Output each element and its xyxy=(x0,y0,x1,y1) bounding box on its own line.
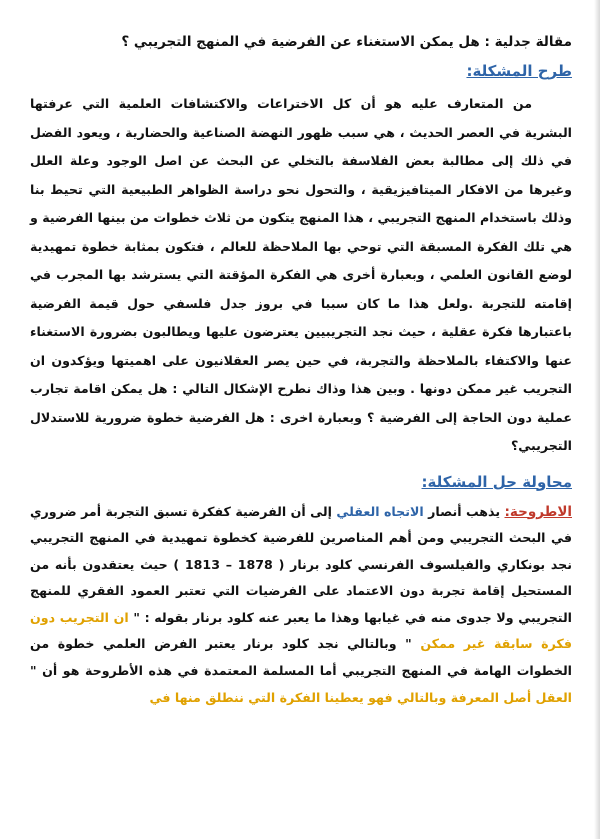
bernard-quote: ان التجريب دون فكرة سابقة غير ممكن xyxy=(30,609,572,652)
thesis-text-1: يذهب أنصار xyxy=(423,503,505,519)
essay-title: مقالة جدلية : هل يمكن الاستغناء عن الفرضية في المنهج التجريبي ؟ xyxy=(121,34,572,50)
rationalist-school-term: الاتجاه العقلي xyxy=(336,503,424,519)
thesis-text-2: إلى أن الفرضية كفكرة تسبق التجربة أمر ضروري في البحث التجريبي ومن أهم المناصرين للفرضية كخطوة تمهيدية في المنهج التجريبي نجد بونكاري والفيلسوف الفرنسي كلود برنار ( 1878 – 1813 ) حيث يعتقدون بأنه من المستحيل إقامة تجربة دون الاعتماد على الفرضيات التي تعتبر العمود الفقري للمنهج التجريبي ولا جدوى منه في غيابها وهذا ما يعبر عنه كلود برنار بقوله : " xyxy=(30,503,572,625)
section-heading-problem: طرح المشكلة: xyxy=(466,62,572,80)
thesis-text-3: " وبالتالي نجد كلود برنار يعتبر الفرض العلمي خطوة من الخطوات الهامة في المنهج التجريبي أما المسلمة المعتمدة في هذه الأطروحة هو أن " xyxy=(30,636,572,679)
thesis-label: الاطروحة: xyxy=(504,503,572,520)
section-heading-solution: محاولة حل المشكلة: xyxy=(421,472,572,491)
page-edge-shadow xyxy=(594,0,600,839)
premise-quote: العقل أصل المعرفة وبالتالي فهو يعطينا الفكرة التي ننطلق منها في xyxy=(149,689,572,705)
thesis-paragraph xyxy=(30,499,572,712)
problem-paragraph: من المتعارف عليه هو أن كل الاختراعات والاكتشافات العلمية التي عرفتها البشرية في العصر الحديث ، هي سبب ظهور النهضة الصناعية والحضارية ، ويعود الفضل في ذلك إلى مطالبة بعض الفلاسفة بالتخلي عن البحث عن اصل الوجود وعلة العلل وغيرها من الافكار الميتافيزيقية ، والتحول نحو دراسة الظواهر الطبيعية التي تحيط بنا وذلك باستخدام المنهج التجريبي ، هذا المنهج يتكون من ثلاث خطوات من بينها الفرضية و هي تلك الفكرة المسبقة التي توحي بها الملاحظة للعالم ، فتكون بمثابة خطوة تمهيدية لوضع القانون العلمي ، وبعبارة أخرى هي الفكرة المؤقتة التي يسترشد بها المجرب في إقامته للتجربة .ولعل هذا ما كان سببا في بروز جدل فلسفي حول قيمة الفرضية باعتبارها فكرة عقلية ، حيث نجد التجريبيين يعترضون عليها ويطالبون بضرورة الاستغناء عنها والاكتفاء بالملاحظة والتجربة، في حين يصر العقلانيون على اهميتها ويؤكدون ان التجريب غير ممكن دونها . وبين هذا وذاك نطرح الإشكال التالي : هل يمكن اقامة تجارب عملية دون الحاجة إلى الفرضية ؟ وبعبارة اخرى : هل الفرضية خطوة ضرورية للاستدلال التجريبي؟ xyxy=(30,96,572,453)
